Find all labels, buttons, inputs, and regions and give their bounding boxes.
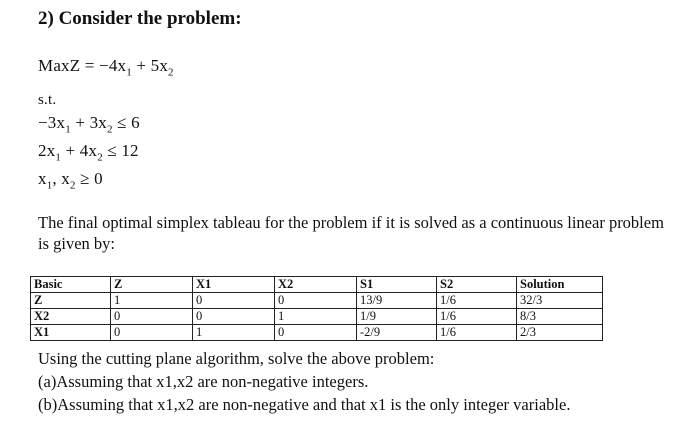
header-x1: X1	[193, 277, 275, 293]
cell-x1: 0	[193, 309, 275, 325]
header-s1: S1	[357, 277, 437, 293]
table-row	[31, 293, 603, 309]
cell-s2: 1/6	[437, 325, 517, 341]
constraint-1: $-3x_1 + 3x_2 \le 6$	[38, 113, 140, 136]
subject-to-label: s.t.	[38, 92, 57, 108]
task-b: (b)Assuming that x1,x2 are non-negative and that x1 is the only integer variable.	[38, 395, 571, 414]
cell-s1: 1/9	[357, 309, 437, 325]
cell-s1: -2/9	[357, 325, 437, 341]
cell-z: 0	[111, 325, 193, 341]
objective-function: MaxZ = $-4x_1 + 5x_2$	[38, 56, 174, 79]
header-solution: Solution	[517, 277, 603, 293]
header-x2: X2	[275, 277, 357, 293]
problem-heading: 2) Consider the problem:	[38, 8, 242, 29]
cell-solution: 2/3	[517, 325, 603, 341]
cell-s1: 13/9	[357, 293, 437, 309]
header-s2: S2	[437, 277, 517, 293]
cell-s2: 1/6	[437, 309, 517, 325]
simplex-tableau	[30, 276, 603, 341]
cell-z: 1	[111, 293, 193, 309]
cell-x1: 0	[193, 293, 275, 309]
task-a: (a)Assuming that x1,x2 are non-negative integers.	[38, 372, 369, 391]
cell-x2: 0	[275, 293, 357, 309]
cell-s2: 1/6	[437, 293, 517, 309]
table-row	[31, 325, 603, 341]
cell-solution: 8/3	[517, 309, 603, 325]
cell-x1: 1	[193, 325, 275, 341]
intro-paragraph: The final optimal simplex tableau for the problem if it is solved as a continuous linear problem is given by:	[38, 213, 664, 253]
cell-solution: 32/3	[517, 293, 603, 309]
cell-x2: 0	[275, 325, 357, 341]
header-z: Z	[111, 277, 193, 293]
basic-variable: X1	[31, 325, 111, 341]
tableau-header-row	[31, 277, 603, 293]
task-intro: Using the cutting plane algorithm, solve the above problem:	[38, 349, 435, 368]
basic-variable: X2	[31, 309, 111, 325]
table-row	[31, 309, 603, 325]
basic-variable: Z	[31, 293, 111, 309]
cell-x2: 1	[275, 309, 357, 325]
header-basic: Basic	[31, 277, 111, 293]
non-negativity-constraint: $x_1$, $x_2 \ge 0$	[38, 169, 103, 192]
cell-z: 0	[111, 309, 193, 325]
constraint-2: $2x_1 + 4x_2 \le 12$	[38, 141, 139, 164]
